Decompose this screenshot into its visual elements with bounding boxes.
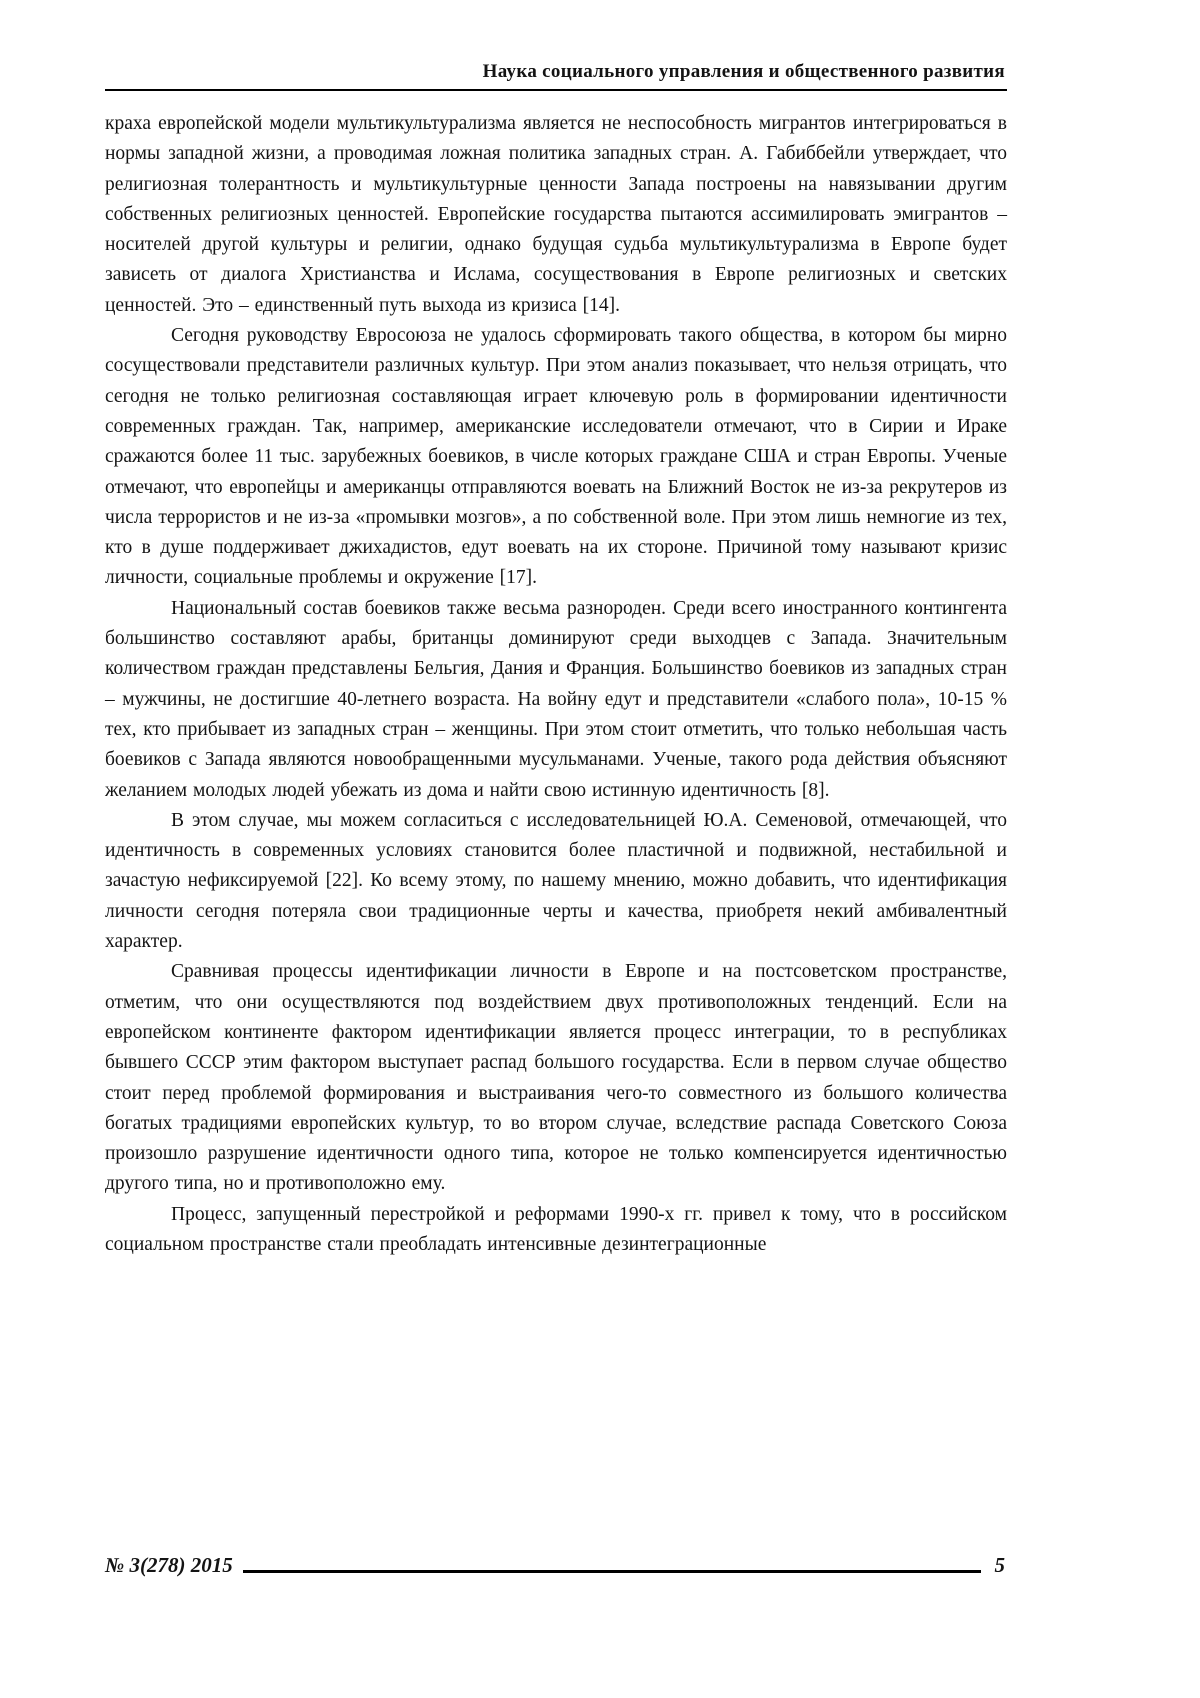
article-body [105,109,1007,1260]
footer-rule [243,1570,981,1573]
page-footer [105,1552,1007,1578]
page-number: 5 [994,1553,1005,1577]
paragraph: Национальный состав боевиков также весьма разнороден. Среди всего иностранного контингента большинство составляют арабы, британцы доминируют среди выходцев с Запада. Значительным количеством граждан представлены Бельгия, Дания и Франция. Большинство боевиков из западных стран – мужчины, не достигшие 40-летнего возраста. На войну едут и представители «слабого пола», 10-15 % тех, кто прибывает из западных стран – женщины. При этом стоит отметить, что только небольшая часть боевиков с Запада являются новообращенными мусульманами. Ученые, такого рода действия объясняют желанием молодых людей убежать из дома и найти свою истинную идентичность [8]. [105,597,1007,801]
paragraph-continuation: краха европейской модели мультикультурализма является не неспособность мигрантов интегрироваться в нормы западной жизни, а проводимая ложная политика западных стран. А. Габиббейли утверждает, что религиозная толерантность и мультикультурные ценности Запада построены на навязывании другим собственных религиозных ценностей. Европейские государства пытаются ассимилировать эмигрантов – носителей другой культуры и религии, однако будущая судьба мультикультурализма в Европе будет зависеть от диалога Христианства и Ислама, сосуществования в Европе религиозных и светских ценностей. Это – единственный путь выхода из кризиса [14]. [105,113,1007,316]
paragraph: В этом случае, мы можем согласиться с исследовательницей Ю.А. Семеновой, отмечающей, что идентичность в современных условиях становится более пластичной и подвижной, нестабильной и зачастую нефиксируемой [22]. Ко всему этому, по нашему мнению, можно добавить, что идентификация личности сегодня потеряла свои традиционные черты и качества, приобретя некий амбивалентный характер. [105,809,1007,953]
paragraph: Сегодня руководству Евросоюза не удалось сформировать такого общества, в котором бы мирно сосуществовали представители различных культур. При этом анализ показывает, что нельзя отрицать, что сегодня не только религиозная составляющая играет ключевую роль в формировании идентичности современных граждан. Так, например, американские исследователи отмечают, что в Сирии и Ираке сражаются более 11 тыс. зарубежных боевиков, в числе которых граждане США и стран Европы. Ученые отмечают, что европейцы и американцы отправляются воевать на Ближний Восток не из-за рекрутеров из числа террористов и не из-за «промывки мозгов», а по собственной воле. При этом лишь немногие из тех, кто в душе поддерживает джихадистов, едут воевать на их стороне. Причиной тому называют кризис личности, социальные проблемы и окружение [17]. [105,325,1007,589]
paragraph: Сравнивая процессы идентификации личности в Европе и на постсоветском пространстве, отметим, что они осуществляются под воздействием двух противоположных тенденций. Если на европейском континенте фактором идентификации является процесс интеграции, то в республиках бывшего СССР этим фактором выступает распад большого государства. Если в первом случае общество стоит перед проблемой формирования и выстраивания чего-то совместного из большого количества богатых традициями европейских культур, то во втором случае, вследствие распада Советского Союза произошло разрушение идентичности одного типа, которое не только компенсируется идентичностью другого типа, но и противоположно ему. [105,961,1007,1195]
running-head-title: Наука социального управления и общественного развития [105,60,1007,91]
paragraph: Процесс, запущенный перестройкой и реформами 1990-х гг. привел к тому, что в российском социальном пространстве стали преобладать интенсивные дезинтеграционные [105,1203,1007,1255]
issue-label: № 3(278) 2015 [105,1553,233,1577]
